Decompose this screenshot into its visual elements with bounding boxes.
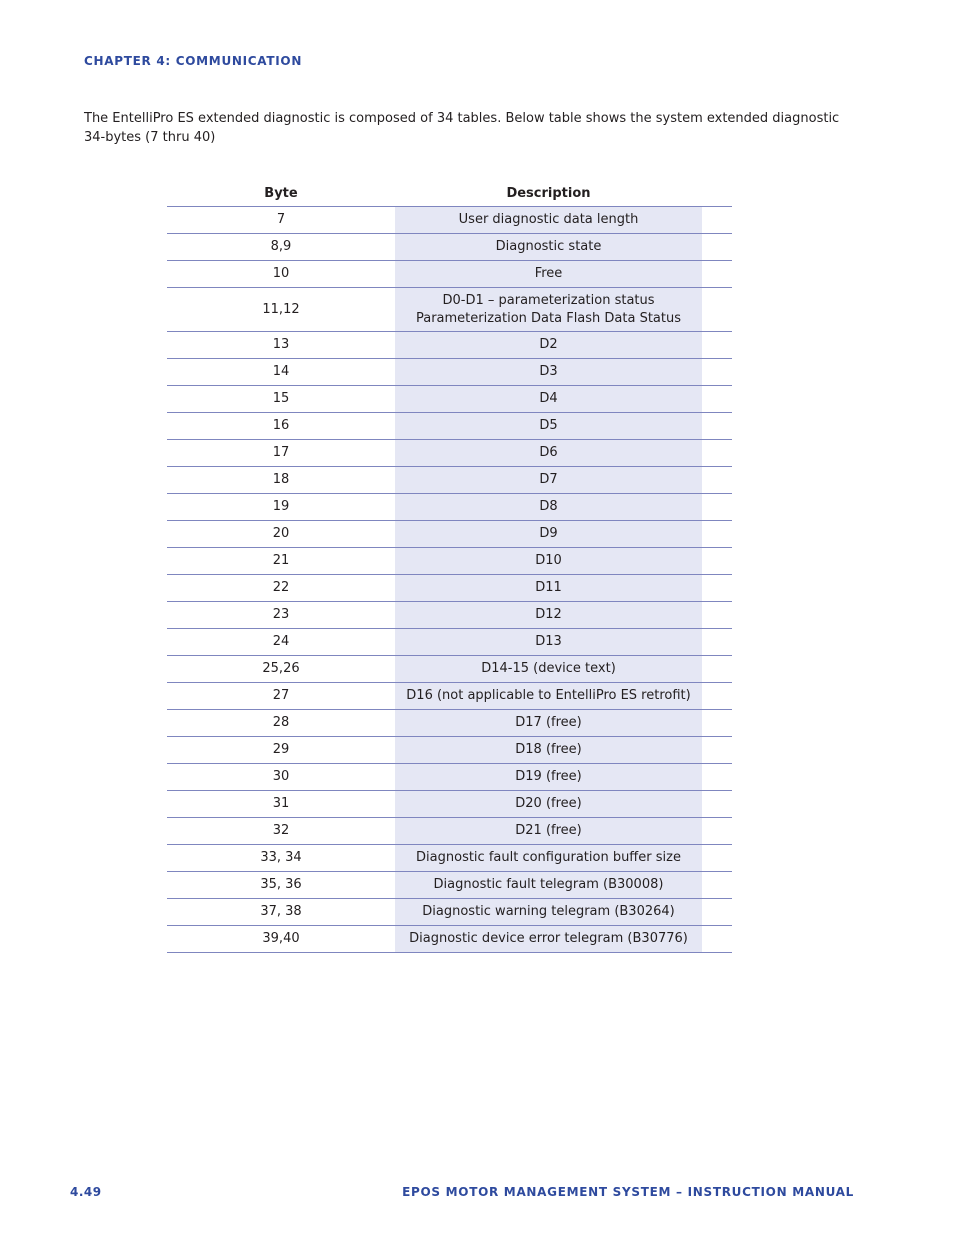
intro-paragraph (84, 109, 844, 147)
column-header-byte: Byte (167, 180, 395, 207)
spacer-cell (702, 467, 732, 494)
spacer-cell (702, 261, 732, 288)
description-line: Free (534, 266, 563, 281)
byte-cell: 27 (167, 683, 395, 710)
table-header-row (167, 180, 732, 207)
spacer-cell (702, 440, 732, 467)
description-cell (395, 261, 702, 288)
description-cell (395, 575, 702, 602)
description-line: Parameterization Data Flash Data Status (415, 310, 682, 326)
byte-cell: 18 (167, 467, 395, 494)
extended-diagnostic-table (167, 180, 732, 953)
description-line: D3 (539, 364, 558, 379)
table-row (167, 332, 732, 359)
description-cell (395, 737, 702, 764)
description-cell (395, 332, 702, 359)
table-row (167, 288, 732, 332)
description-line: D19 (free) (515, 769, 582, 784)
description-cell (395, 791, 702, 818)
description-line: D0-D1 – parameterization status (442, 292, 655, 308)
description-line: Diagnostic state (495, 239, 602, 254)
spacer-cell (702, 234, 732, 261)
table-row (167, 602, 732, 629)
description-line: D9 (539, 526, 558, 541)
byte-cell: 21 (167, 548, 395, 575)
description-cell (395, 359, 702, 386)
description-line: D4 (539, 391, 558, 406)
spacer-cell (702, 602, 732, 629)
byte-cell: 13 (167, 332, 395, 359)
byte-cell: 15 (167, 386, 395, 413)
byte-cell: 7 (167, 207, 395, 234)
table-row (167, 899, 732, 926)
spacer-cell (702, 791, 732, 818)
table-row (167, 261, 732, 288)
description-line: Diagnostic fault telegram (B30008) (433, 877, 664, 892)
page-number: 4.49 (70, 1185, 102, 1199)
description-line: D18 (free) (515, 742, 582, 757)
table-row (167, 467, 732, 494)
byte-cell: 11,12 (167, 288, 395, 332)
table-row (167, 548, 732, 575)
spacer-cell (702, 656, 732, 683)
description-cell (395, 629, 702, 656)
description-cell (395, 288, 702, 332)
spacer-cell (702, 575, 732, 602)
table-row (167, 521, 732, 548)
description-cell (395, 440, 702, 467)
byte-cell: 35, 36 (167, 872, 395, 899)
byte-cell: 30 (167, 764, 395, 791)
table-row (167, 791, 732, 818)
table-row (167, 207, 732, 234)
spacer-cell (702, 845, 732, 872)
description-cell (395, 683, 702, 710)
spacer-cell (702, 548, 732, 575)
description-cell (395, 710, 702, 737)
byte-cell: 37, 38 (167, 899, 395, 926)
spacer-cell (702, 207, 732, 234)
description-line: D11 (535, 580, 562, 595)
table-row (167, 234, 732, 261)
description-cell (395, 413, 702, 440)
byte-cell: 23 (167, 602, 395, 629)
byte-cell: 8,9 (167, 234, 395, 261)
table-row (167, 629, 732, 656)
description-line: D8 (539, 499, 558, 514)
table-row (167, 710, 732, 737)
description-line: User diagnostic data length (458, 212, 639, 227)
description-cell (395, 521, 702, 548)
byte-cell: 25,26 (167, 656, 395, 683)
table-row (167, 359, 732, 386)
byte-cell: 31 (167, 791, 395, 818)
description-line: Diagnostic warning telegram (B30264) (422, 904, 675, 919)
spacer-cell (702, 683, 732, 710)
spacer-cell (702, 629, 732, 656)
spacer-cell (702, 413, 732, 440)
description-cell (395, 656, 702, 683)
byte-cell: 33, 34 (167, 845, 395, 872)
description-line: D10 (535, 553, 562, 568)
column-header-spacer (702, 180, 732, 207)
table-row (167, 440, 732, 467)
table-row (167, 683, 732, 710)
spacer-cell (702, 332, 732, 359)
byte-cell: 32 (167, 818, 395, 845)
spacer-cell (702, 764, 732, 791)
spacer-cell (702, 359, 732, 386)
description-cell (395, 207, 702, 234)
spacer-cell (702, 288, 732, 332)
spacer-cell (702, 926, 732, 953)
table-body (167, 207, 732, 953)
byte-cell: 28 (167, 710, 395, 737)
table-row (167, 818, 732, 845)
byte-cell: 39,40 (167, 926, 395, 953)
description-cell (395, 926, 702, 953)
description-cell (395, 872, 702, 899)
spacer-cell (702, 710, 732, 737)
description-cell (395, 764, 702, 791)
table-row (167, 386, 732, 413)
description-line: D14-15 (device text) (481, 661, 616, 676)
description-line: D7 (539, 472, 558, 487)
byte-cell: 14 (167, 359, 395, 386)
description-line: D6 (539, 445, 558, 460)
table-row (167, 656, 732, 683)
table-row (167, 413, 732, 440)
description-cell (395, 494, 702, 521)
manual-title: EPOS MOTOR MANAGEMENT SYSTEM – INSTRUCTION MANUAL (402, 1185, 854, 1199)
byte-cell: 22 (167, 575, 395, 602)
description-line: D21 (free) (515, 823, 582, 838)
table-row (167, 575, 732, 602)
description-cell (395, 548, 702, 575)
spacer-cell (702, 521, 732, 548)
description-cell (395, 234, 702, 261)
spacer-cell (702, 386, 732, 413)
byte-cell: 16 (167, 413, 395, 440)
table-row (167, 764, 732, 791)
description-line: D16 (not applicable to EntelliPro ES retrofit) (406, 688, 691, 703)
description-cell (395, 467, 702, 494)
byte-cell: 24 (167, 629, 395, 656)
description-line: D2 (539, 337, 558, 352)
chapter-heading: CHAPTER 4: COMMUNICATION (84, 54, 303, 68)
spacer-cell (702, 494, 732, 521)
column-header-description: Description (395, 180, 702, 207)
description-line: D13 (535, 634, 562, 649)
byte-cell: 17 (167, 440, 395, 467)
description-cell (395, 818, 702, 845)
spacer-cell (702, 899, 732, 926)
byte-cell: 29 (167, 737, 395, 764)
table-row (167, 926, 732, 953)
byte-cell: 10 (167, 261, 395, 288)
description-cell (395, 845, 702, 872)
spacer-cell (702, 872, 732, 899)
table-row (167, 845, 732, 872)
description-line: D20 (free) (515, 796, 582, 811)
byte-cell: 20 (167, 521, 395, 548)
description-line: D17 (free) (515, 715, 582, 730)
byte-cell: 19 (167, 494, 395, 521)
description-line: D5 (539, 418, 558, 433)
description-line: D12 (535, 607, 562, 622)
description-line: Diagnostic device error telegram (B30776) (409, 931, 688, 946)
table-row (167, 737, 732, 764)
spacer-cell (702, 818, 732, 845)
table-row (167, 494, 732, 521)
table-row (167, 872, 732, 899)
description-cell (395, 386, 702, 413)
description-line: Diagnostic fault configuration buffer size (416, 850, 681, 865)
intro-line-1: The EntelliPro ES extended diagnostic is composed of 34 tables. Below table shows the system extended diagnostic (84, 111, 840, 126)
description-cell (395, 602, 702, 629)
intro-line-2: 34-bytes (7 thru 40) (84, 130, 216, 145)
spacer-cell (702, 737, 732, 764)
description-cell (395, 899, 702, 926)
